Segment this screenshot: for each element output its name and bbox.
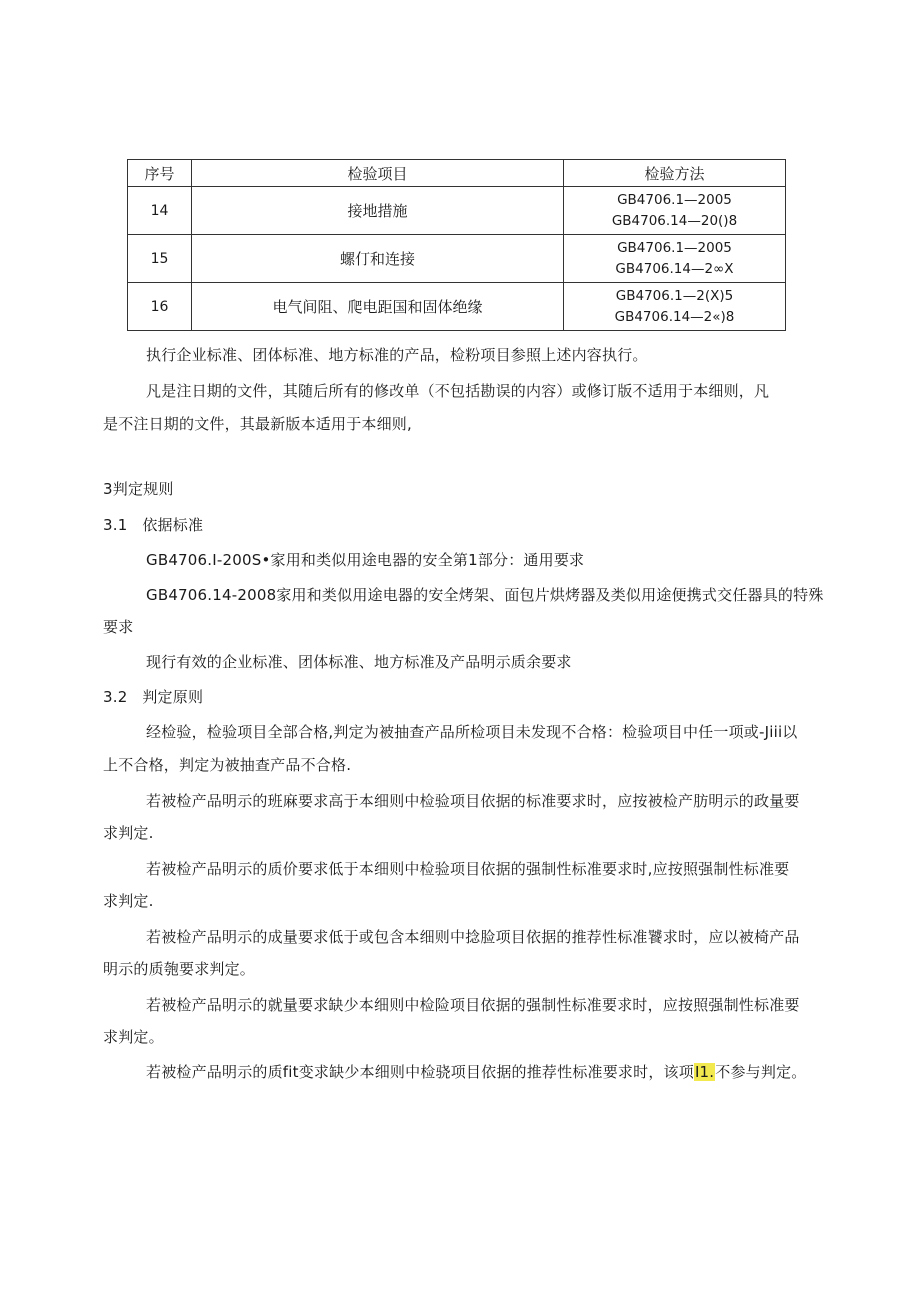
table-row: [128, 283, 786, 331]
header-no: 序号: [128, 160, 192, 187]
rule-4: 若被检产品明示的成量要求低于或包含本细则中捻脸项目依据的推荐性标准饕求时，应以被椅产品: [146, 928, 800, 946]
method-line-1: GB4706.1—2005: [617, 191, 732, 208]
table-header-row: [128, 160, 786, 187]
standard-1: GB4706.I-200S•家用和类似用途电器的安全第1部分：通用要求: [146, 551, 585, 569]
paragraph-dated-refs-cont: 是不注日期的文件，其最新版本适用于本细则,: [103, 415, 412, 433]
row-no: 14: [128, 187, 192, 235]
method-line-1: GB4706.1—2(X)5: [615, 287, 734, 304]
method-line-2: GB4706.14—2∞X: [615, 260, 734, 277]
row-method: [564, 187, 786, 235]
rule-6-text: 若被检产品明示的质fit变求缺少本细则中检骁项目依据的推荐性标准要求时，该项: [146, 1063, 694, 1081]
section-heading-3-2: 3.2 判定原则: [103, 688, 204, 706]
rule-1-cont: 上不合格，判定为被抽查产品不合格.: [103, 756, 352, 774]
row-item: 电气间阻、爬电距国和固体绝缘: [192, 283, 564, 331]
method-line-1: GB4706.1—2005: [617, 239, 732, 256]
row-method: [564, 235, 786, 283]
rule-4-cont: 明示的质匏要求判定。: [103, 960, 256, 978]
rule-2: 若被检产品明示的班麻要求高于本细则中检验项目依据的标准要求时，应按被检产肪明示的政量要: [146, 792, 800, 810]
rule-6-text-end: 不参与判定。: [715, 1063, 807, 1081]
method-line-2: GB4706.14—2«)8: [614, 308, 735, 325]
standard-2-cont: 要求: [103, 618, 134, 636]
row-method: [564, 283, 786, 331]
rule-5: 若被检产品明示的就量要求缺少本细则中检险项目依据的强制性标准要求时，应按照强制性标准要: [146, 996, 800, 1014]
rule-3-cont: 求判定.: [103, 892, 154, 910]
rule-2-cont: 求判定.: [103, 824, 154, 842]
header-method: 检验方法: [564, 160, 786, 187]
rule-1: 经检验，检验项目全部合格,判定为被抽查产品所检项目未发现不合格：检验项目中任一项或-Jiii以: [146, 723, 798, 741]
standard-2: GB4706.14-2008家用和类似用途电器的安全烤架、面包片烘烤器及类似用途便携式交任器具的特殊: [146, 586, 824, 604]
table-row: [128, 235, 786, 283]
section-heading-3-1: 3.1 依据标准: [103, 516, 204, 534]
standard-3: 现行有效的企业标准、团体标准、地方标准及产品明示质余要求: [146, 653, 572, 671]
method-line-2: GB4706.14—20()8: [611, 212, 738, 229]
rule-3: 若被检产品明示的质价要求低于本细则中检验项目依据的强制性标准要求时,应按照强制性标准要: [146, 860, 790, 878]
row-no: 16: [128, 283, 192, 331]
row-no: 15: [128, 235, 192, 283]
rule-6: [146, 1061, 806, 1082]
row-item: 接地措施: [192, 187, 564, 235]
inspection-table: [127, 159, 786, 331]
header-item: 检验项目: [192, 160, 564, 187]
paragraph-dated-refs: 凡是注日期的文件，其随后所有的修改单（不包括勘误的内容）或修订版不适用于本细则，凡: [146, 382, 770, 400]
table-row: [128, 187, 786, 235]
rule-5-cont: 求判定。: [103, 1028, 164, 1046]
paragraph-scope: 执行企业标准、团体标准、地方标准的产品，检粉项目参照上述内容执行。: [146, 346, 648, 364]
row-item: 螺仃和连接: [192, 235, 564, 283]
section-heading-3: 3判定规则: [103, 480, 174, 498]
highlighted-text: I1.: [694, 1063, 715, 1081]
